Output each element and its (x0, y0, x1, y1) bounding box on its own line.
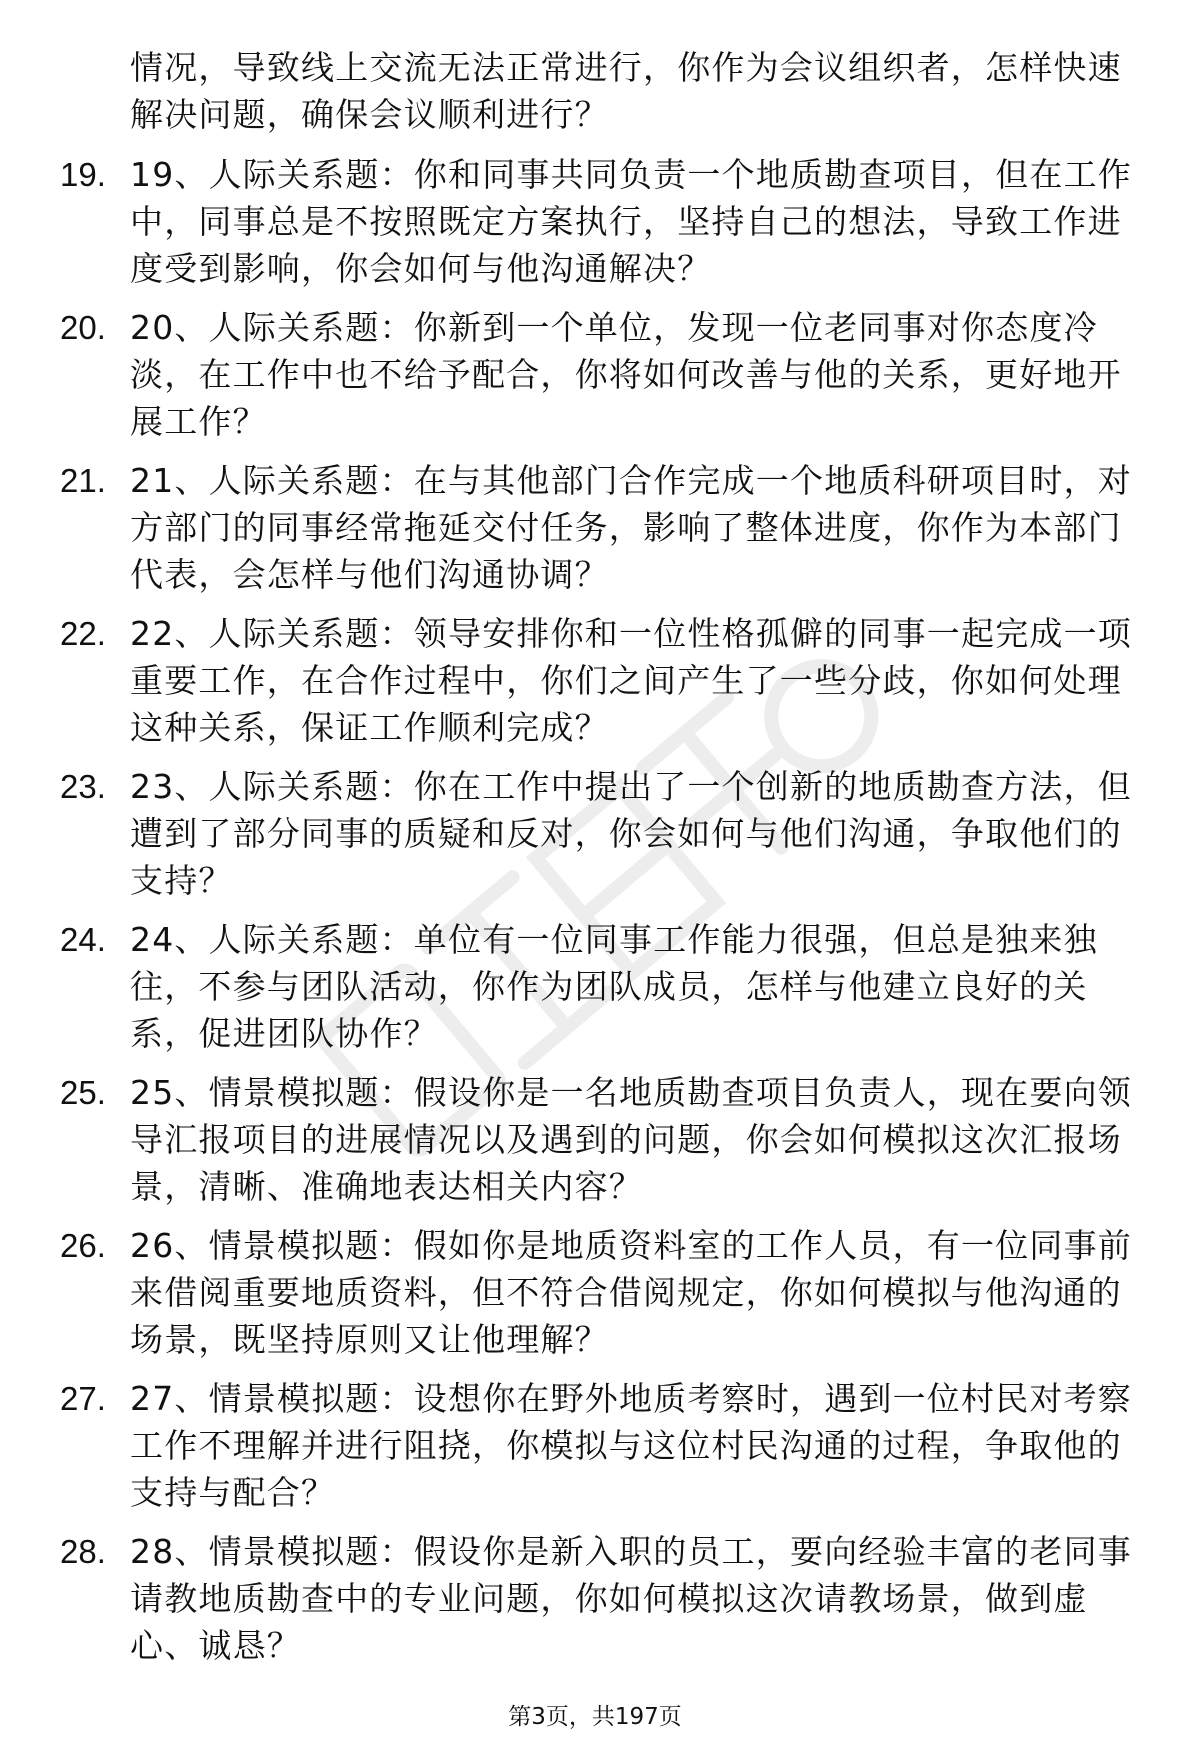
list-item (0, 304, 1190, 457)
list-item (0, 763, 1190, 916)
question-number: 23. (60, 768, 106, 805)
question-number: 27. (60, 1380, 106, 1417)
question-text: 28、情景模拟题：假设你是新入职的员工，要向经验丰富的老同事请教地质勘查中的专业问题，你如何模拟这次请教场景，做到虚心、诚恳？ (130, 1532, 1132, 1665)
question-number: 19. (60, 156, 106, 193)
question-number: 22. (60, 615, 106, 652)
question-text: 19、人际关系题：你和同事共同负责一个地质勘查项目，但在工作中，同事总是不按照既定方案执行，坚持自己的想法，导致工作进度受到影响，你会如何与他沟通解决？ (130, 155, 1132, 288)
question-number: 28. (60, 1533, 106, 1570)
list-item (0, 1069, 1190, 1222)
list-item (0, 1375, 1190, 1528)
question-number: 21. (60, 462, 106, 499)
page-footer: 第3页，共197页 (508, 1704, 682, 1730)
question-text: 24、人际关系题：单位有一位同事工作能力很强，但总是独来独往，不参与团队活动，你作为团队成员，怎样与他建立良好的关系，促进团队协作？ (130, 920, 1098, 1053)
question-number: 25. (60, 1074, 106, 1111)
question-number: 26. (60, 1227, 106, 1264)
list-item (0, 916, 1190, 1069)
list-item (0, 457, 1190, 610)
question-text: 27、情景模拟题：设想你在野外地质考察时，遇到一位村民对考察工作不理解并进行阻挠，你模拟与这位村民沟通的过程，争取他的支持与配合？ (130, 1379, 1132, 1512)
question-text: 22、人际关系题：领导安排你和一位性格孤僻的同事一起完成一项重要工作，在合作过程中，你们之间产生了一些分歧，你如何处理这种关系，保证工作顺利完成？ (130, 614, 1132, 747)
question-number: 20. (60, 309, 106, 346)
question-list (0, 151, 1190, 1681)
question-number: 24. (60, 921, 106, 958)
list-item (0, 151, 1190, 304)
list-item (0, 610, 1190, 763)
question-text: 20、人际关系题：你新到一个单位，发现一位老同事对你态度冷淡，在工作中也不给予配合，你将如何改善与他的关系，更好地开展工作？ (130, 308, 1122, 441)
question-text: 26、情景模拟题：假如你是地质资料室的工作人员，有一位同事前来借阅重要地质资料，但不符合借阅规定，你如何模拟与他沟通的场景，既坚持原则又让他理解？ (130, 1226, 1132, 1359)
question-text: 21、人际关系题：在与其他部门合作完成一个地质科研项目时，对方部门的同事经常拖延交付任务，影响了整体进度，你作为本部门代表，会怎样与他们沟通协调？ (130, 461, 1132, 594)
question-text: 23、人际关系题：你在工作中提出了一个创新的地质勘查方法，但遭到了部分同事的质疑和反对，你会如何与他们沟通，争取他们的支持？ (130, 767, 1132, 900)
list-item (0, 1528, 1190, 1681)
list-item (0, 1222, 1190, 1375)
continuation-text: 情况，导致线上交流无法正常进行，你作为会议组织者，怎样快速解决问题，确保会议顺利进行？ (130, 48, 1122, 134)
question-text: 25、情景模拟题：假设你是一名地质勘查项目负责人，现在要向领导汇报项目的进展情况以及遇到的问题，你会如何模拟这次汇报场景，清晰、准确地表达相关内容？ (130, 1073, 1132, 1206)
